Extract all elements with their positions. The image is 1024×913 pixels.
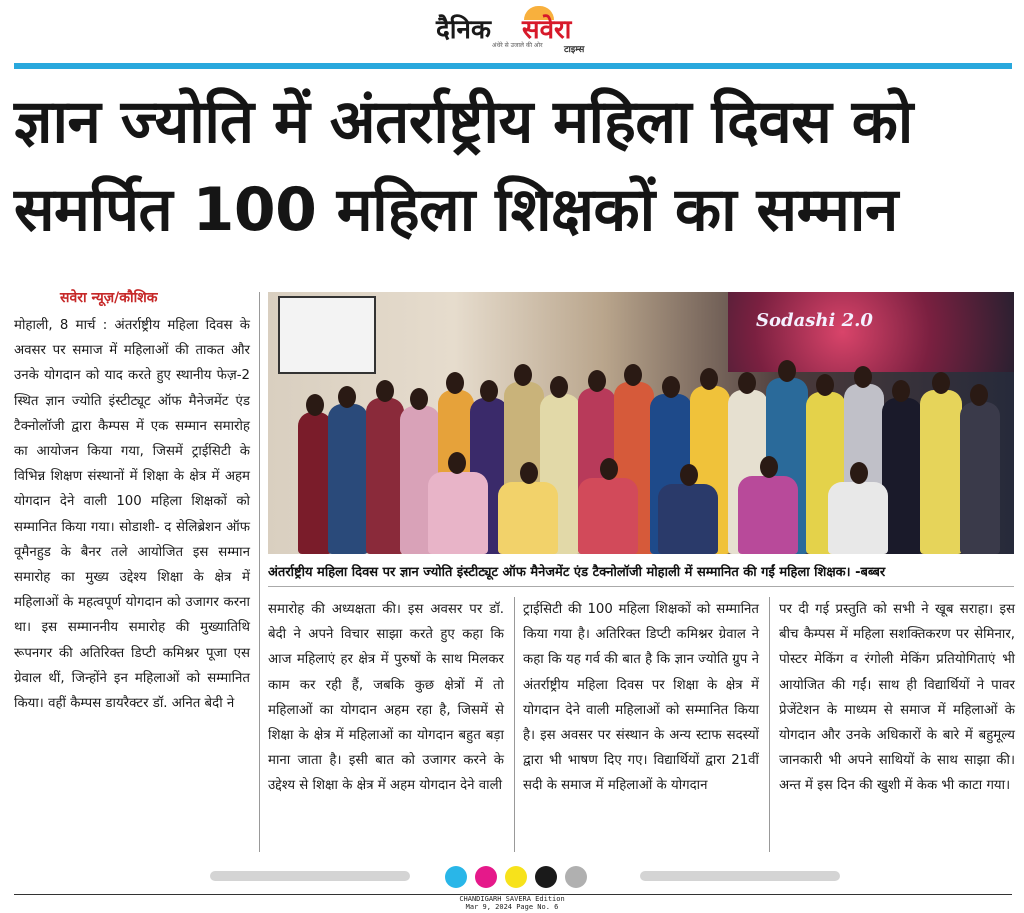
- magenta-dot: [475, 866, 497, 888]
- article-column-4: पर दी गई प्रस्तुति को सभी ने खूब सराहा। इस बीच कैम्पस में महिला सशक्तिकरण पर सेमिनार, पोस्टर मेकिंग व रंगोली मेकिंग प्रतियोगिताएं भी आयोजित की गईं। साथ ही विद्यार्थियों ने पावर प्रेजेंटेशन के माध्यम से समाज में महिलाओं के योगदान और उनके अधिकारों के बारे में बहुमूल्य जानकारी भी अपने साथियों के साथ साझा की। अन्त में इस दिन की खुशी में केक भी काटा गया।: [779, 602, 1015, 794]
- headline-line-2: समर्पित 100 महिला शिक्षकों का सम्मान: [14, 175, 898, 245]
- yellow-dot: [505, 866, 527, 888]
- black-dot: [535, 866, 557, 888]
- caption-rule: [268, 586, 1014, 587]
- newspaper-logo: [436, 6, 596, 54]
- print-bar-right: [640, 871, 840, 881]
- article-column-2: समारोह की अध्यक्षता की। इस अवसर पर डॉ. बेदी ने अपने विचार साझा करते हुए कहा कि आज महिलाएं हर क्षेत्र में पुरुषों के साथ मिलकर काम कर रही हैं, जबकि कुछ क्षेत्रों में तो महिलाओं का योगदान अहम रहा है, जिसमें से शिक्षा के क्षेत्र में महिलाओं का योगदान बहुत बड़ा माना जाता है। इसी बात को उजागर करने के उद्देश्य से शिक्षा के क्षेत्र में अहम योगदान देने वाली: [268, 602, 504, 794]
- edition-date-page: Mar 9, 2024 Page No. 6: [465, 903, 559, 911]
- logo-word-savera: सवेरा: [522, 15, 572, 45]
- group-of-women: [288, 342, 1014, 554]
- gray-dot: [565, 866, 587, 888]
- column-divider: [514, 597, 515, 852]
- masthead-rule: [14, 63, 1012, 69]
- edition-name: CHANDIGARH SAVERA Edition: [459, 895, 565, 903]
- column-divider: [769, 597, 770, 852]
- headline-line-1: ज्ञान ज्योति में अंतर्राष्ट्रीय महिला दिवस को: [14, 87, 913, 157]
- article-column-3: ट्राईसिटी की 100 महिला शिक्षकों को सम्मानित किया गया है। अतिरिक्त डिप्टी कमिश्नर ग्रेवाल ने कहा कि यह गर्व की बात है कि ज्ञान ज्योति ग्रुप ने अंतर्राष्ट्रीय महिला दिवस पर शिक्षा के क्षेत्र में योगदान देने वाली महिलाओं को सम्मानित किया है। इस अवसर पर संस्थान के अन्य स्टाफ सदस्यों द्वारा भी भाषण दिए गए। विद्यार्थियों द्वारा 21वीं सदी के समाज में महिलाओं के योगदान: [523, 602, 759, 794]
- photo-caption: अंतर्राष्ट्रीय महिला दिवस पर ज्ञान ज्योति इंस्टीट्यूट ऑफ मैनेजमेंट एंड टैक्नोलॉजी मोहाली में सम्मानित की गईं महिला शिक्षक। -बब्बर: [268, 565, 886, 580]
- byline: सवेरा न्यूज़/कौशिक: [60, 290, 158, 306]
- backdrop-text: Sodashi 2.0: [756, 310, 873, 331]
- event-photo: [268, 292, 1014, 554]
- logo-word-times: टाइम्स: [564, 45, 585, 55]
- headline: [14, 78, 1012, 254]
- logo-word-dainik: दैनिक: [436, 15, 491, 45]
- article-column-1: मोहाली, 8 मार्च : अंतर्राष्ट्रीय महिला दिवस के अवसर पर समाज में महिलाओं की ताकत और उनके योगदान को याद करते हुए स्थानीय फेज़-2 स्थित ज्ञान ज्योति इंस्टीट्यूट ऑफ मैनेजमेंट एंड टैक्नोलॉजी द्वारा कैम्पस में एक सम्मान समारोह का आयोजन किया गया, जिसमें ट्राईसिटी के विभिन्न शिक्षण संस्थानों में शिक्षा के क्षेत्र में अहम योगदान देने वाली 100 महिला शिक्षकों को सम्मानित किया गया। सोडाशी- द सेलिब्रेशन ऑफ वूमैनहुड के बैनर तले आयोजित इस सम्मान समारोह का मुख्य उद्देश्य शिक्षा के क्षेत्र में महिलाओं के महत्वपूर्ण योगदान को उजागर करना था। इस सम्माननीय समारोह की मुख्यातिथि रूपनगर की अतिरिक्त डिप्टी कमिश्नर पूजा एस ग्रेवाल थीं, जिन्होंने इन महिलाओं को सम्मानित किया। वहीं कैम्पस डायरैक्टर डॉ. अनित बेदी ने: [14, 318, 250, 712]
- edition-info: [0, 895, 1024, 911]
- print-bar-left: [210, 871, 410, 881]
- cyan-dot: [445, 866, 467, 888]
- masthead: [0, 0, 1024, 60]
- logo-tagline: अंधेरे से उजाले की ओर: [492, 42, 543, 49]
- column-divider: [259, 292, 260, 852]
